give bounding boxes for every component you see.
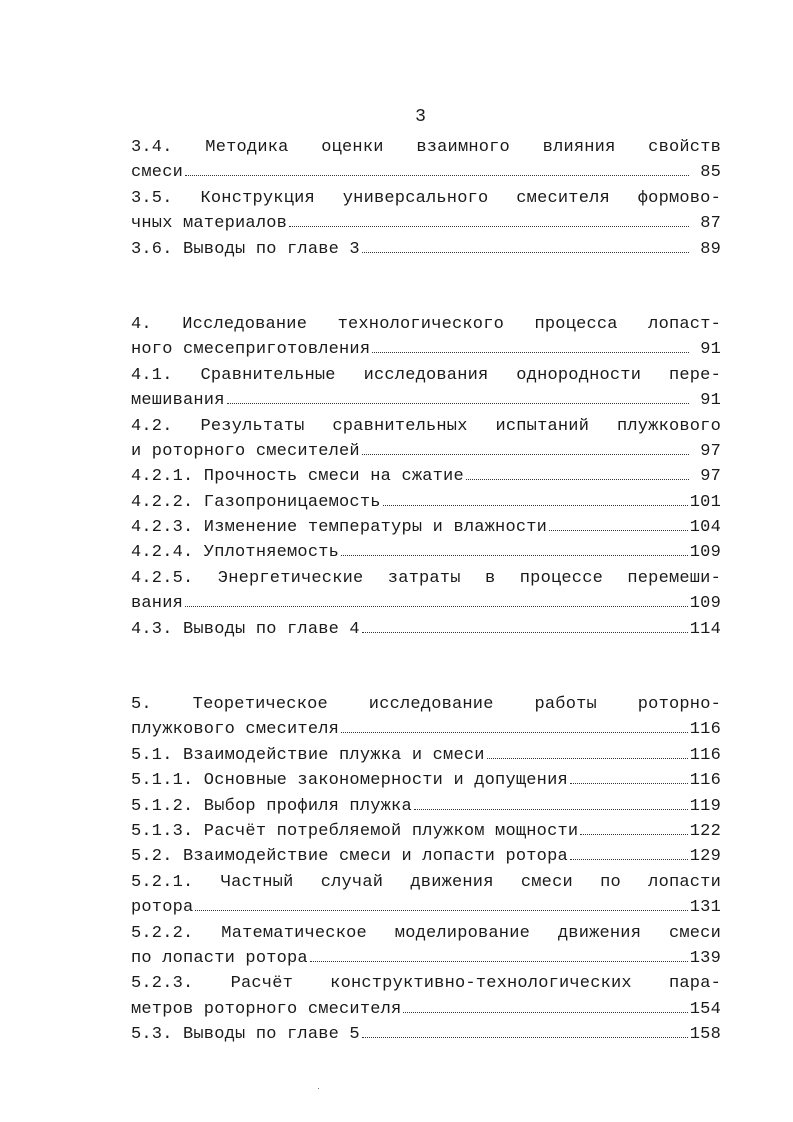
toc-page-number: 116 (689, 720, 721, 740)
toc-entry-text: 3.6. Выводы по главе 3 (131, 239, 360, 259)
dot-leader (570, 783, 688, 784)
toc-page-number: 139 (689, 948, 721, 968)
toc-entry-text: 3.5. Конструкция универсального смесителя формово- (131, 188, 721, 208)
dot-leader (372, 352, 689, 353)
toc-entry-text: 4. Исследование технологического процесса лопаст- (131, 314, 721, 334)
toc-line (131, 186, 721, 211)
toc-line (131, 591, 721, 616)
toc-entry-text: 4.2.4. Уплотняемость (131, 543, 340, 563)
toc-entry-text: 5. Теоретическое исследование работы роторно- (131, 695, 721, 715)
toc-page-number: 91 (700, 391, 721, 411)
dot-leader (362, 1037, 688, 1038)
toc-entry-text: 5.2. Взаимодействие смеси и лопасти ротора (131, 847, 568, 867)
toc-line (131, 692, 721, 717)
toc-section (131, 692, 721, 1047)
toc-entry-text: метров роторного смесителя (131, 999, 402, 1019)
toc-entry-text: 5.1. Взаимодействие плужка и смеси (131, 745, 485, 765)
toc-line (131, 743, 721, 768)
toc-entry-text: плужкового смесителя (131, 720, 340, 740)
toc-page-number: 129 (689, 847, 721, 867)
dot-leader (310, 961, 688, 962)
toc-entry-text: ротора (131, 898, 194, 918)
toc-entry-text: 4.1. Сравнительные исследования однородности пере- (131, 365, 721, 385)
toc-line (131, 895, 721, 920)
toc-line (131, 844, 721, 869)
toc-page-number: 89 (700, 239, 721, 259)
toc-entry-text: 5.2.1. Частный случай движения смеси по лопасти (131, 872, 721, 892)
toc-entry-text: 5.3. Выводы по главе 5 (131, 1025, 360, 1045)
toc-page-number: 131 (689, 898, 721, 918)
dot-leader (195, 910, 687, 911)
toc-page-number: 97 (700, 467, 721, 487)
toc-entry-text: 5.1.2. Выбор профиля плужка (131, 796, 412, 816)
dot-leader (227, 403, 689, 404)
toc-line (131, 439, 721, 464)
toc-line (131, 414, 721, 439)
dot-leader (466, 479, 689, 480)
toc-line (131, 211, 721, 236)
toc-line (131, 388, 721, 413)
dot-leader (362, 632, 688, 633)
dot-leader (570, 859, 688, 860)
toc-line (131, 237, 721, 262)
dot-leader (487, 758, 688, 759)
toc-page-number: 104 (689, 518, 721, 538)
toc-entry-text: мешивания (131, 391, 225, 411)
toc-line (131, 515, 721, 540)
toc-entry-text: 4.2.1. Прочность смеси на сжатие (131, 467, 464, 487)
toc-entry-text: 5.1.1. Основные закономерности и допущения (131, 771, 568, 791)
dot-leader (403, 1012, 687, 1013)
toc-line (131, 566, 721, 591)
toc-page-number: 85 (700, 163, 721, 183)
toc-section (131, 135, 721, 262)
table-of-contents (131, 135, 721, 1048)
toc-entry-text: ного смесеприготовления (131, 340, 371, 360)
dot-leader (580, 834, 688, 835)
toc-line (131, 870, 721, 895)
toc-page-number: 87 (700, 214, 721, 234)
toc-line (131, 160, 721, 185)
toc-line (131, 819, 721, 844)
toc-line (131, 717, 721, 742)
toc-line (131, 312, 721, 337)
toc-entry-text: 4.2.5. Энергетические затраты в процессе перемеши- (131, 568, 721, 588)
toc-entry-text: 5.1.3. Расчёт потребляемой плужком мощности (131, 821, 579, 841)
toc-page-number: 158 (689, 1025, 721, 1045)
dot-leader (341, 732, 688, 733)
toc-entry-text: 5.2.3. Расчёт конструктивно-технологических пара- (131, 974, 721, 994)
section-gap (131, 262, 721, 312)
toc-page-number: 119 (689, 796, 721, 816)
toc-page-number: 116 (689, 745, 721, 765)
dot-leader (414, 809, 688, 810)
toc-entry-text: чных материалов (131, 214, 288, 234)
toc-line (131, 1022, 721, 1047)
toc-page-number: 101 (689, 492, 721, 512)
toc-page-number: 109 (689, 594, 721, 614)
toc-line (131, 540, 721, 565)
toc-page-number: 114 (689, 619, 721, 639)
toc-line (131, 464, 721, 489)
toc-entry-text: 4.3. Выводы по главе 4 (131, 619, 360, 639)
page-number: 3 (415, 107, 426, 127)
toc-page-number: 97 (700, 441, 721, 461)
toc-entry-text: 4.2.2. Газопроницаемость (131, 492, 381, 512)
section-gap (131, 642, 721, 692)
toc-page-number: 116 (689, 771, 721, 791)
toc-entry-text: 4.2.3. Изменение температуры и влажности (131, 518, 548, 538)
toc-entry-text: по лопасти ротора (131, 948, 308, 968)
toc-line (131, 617, 721, 642)
toc-line (131, 946, 721, 971)
toc-page-number: 109 (689, 543, 721, 563)
toc-line (131, 971, 721, 996)
dot-leader (383, 505, 688, 506)
scan-speck (318, 1088, 319, 1089)
toc-line (131, 490, 721, 515)
toc-line (131, 997, 721, 1022)
toc-entry-text: смеси (131, 163, 184, 183)
toc-line (131, 363, 721, 388)
dot-leader (362, 454, 689, 455)
dot-leader (185, 606, 688, 607)
dot-leader (549, 530, 688, 531)
toc-line (131, 921, 721, 946)
toc-page-number: 122 (689, 821, 721, 841)
toc-line (131, 768, 721, 793)
dot-leader (362, 252, 689, 253)
toc-page-number: 91 (700, 340, 721, 360)
dot-leader (289, 226, 689, 227)
toc-entry-text: 3.4. Методика оценки взаимного влияния свойств (131, 138, 721, 157)
toc-line (131, 794, 721, 819)
dot-leader (185, 175, 689, 176)
toc-entry-text: 5.2.2. Математическое моделирование движения смеси (131, 923, 721, 943)
dot-leader (341, 555, 688, 556)
toc-entry-text: вания (131, 594, 184, 614)
toc-entry-text: и роторного смесителей (131, 441, 360, 461)
toc-line (131, 135, 721, 160)
toc-line (131, 337, 721, 362)
toc-section (131, 312, 721, 642)
toc-entry-text: 4.2. Результаты сравнительных испытаний плужкового (131, 416, 721, 436)
toc-page-number: 154 (689, 999, 721, 1019)
